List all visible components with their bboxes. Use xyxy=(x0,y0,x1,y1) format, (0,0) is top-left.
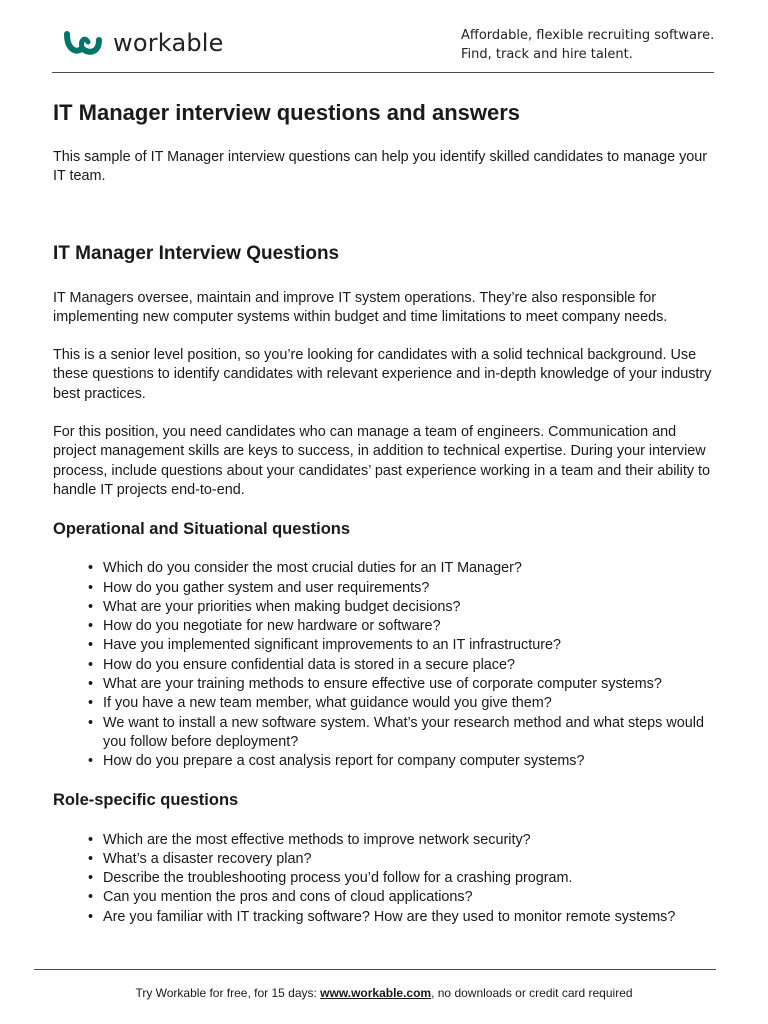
footer-divider xyxy=(34,969,716,970)
page-title: IT Manager interview questions and answers xyxy=(53,100,521,125)
header-divider xyxy=(52,72,714,73)
list-item-text: How do you prepare a cost analysis report for company computer systems? xyxy=(103,753,585,770)
list-item-text: What’s a disaster recovery plan? xyxy=(103,850,312,867)
list-item xyxy=(88,656,723,675)
list-item-text: How do you gather system and user requirements? xyxy=(103,579,430,596)
list-item xyxy=(88,888,723,907)
list-item xyxy=(88,617,723,636)
list-item xyxy=(88,869,723,888)
list-item xyxy=(88,831,723,850)
list-item xyxy=(88,694,723,713)
bullet: • xyxy=(88,753,94,770)
intro-paragraph: This sample of IT Manager interview questions can help you identify skilled candidates to manage your IT team. xyxy=(53,149,708,185)
role-specific-questions-list xyxy=(53,831,723,927)
list-item xyxy=(88,598,723,617)
list-item xyxy=(88,908,723,927)
bullet: • xyxy=(88,870,94,887)
list-item xyxy=(88,752,723,771)
bullet: • xyxy=(88,637,94,654)
list-item-text: What are your priorities when making budget decisions? xyxy=(103,598,461,615)
logo-text: workable xyxy=(113,29,224,57)
list-item xyxy=(88,636,723,655)
operational-questions-heading: Operational and Situational questions xyxy=(53,520,351,539)
footer-prefix: Try Workable for free, for 15 days: xyxy=(135,986,321,1000)
list-item-text: What are your training methods to ensure effective use of corporate computer systems? xyxy=(103,676,662,693)
paragraph: This is a senior level position, so you’re looking for candidates with a solid technical background. Use these questions to identify candidates with relevant experience and in-depth knowledge of your industry best practices. xyxy=(53,347,712,402)
document-body xyxy=(53,98,723,927)
bullet: • xyxy=(88,908,94,925)
workable-logo-icon xyxy=(63,26,109,60)
bullet: • xyxy=(88,656,94,673)
bullet: • xyxy=(88,676,94,693)
tagline-line-2: Find, track and hire talent. xyxy=(461,47,633,62)
tagline-line-1: Affordable, flexible recruiting software. xyxy=(461,28,715,43)
list-item-text: Are you familiar with IT tracking software? How are they used to monitor remote systems? xyxy=(103,908,676,925)
paragraph: For this position, you need candidates who can manage a team of engineers. Communication and project management skills are keys to success, in addition to technical expertise. During your interview process, include questions about your candidates’ past experience working in a team and their ability to handle IT projects end-to-end. xyxy=(53,424,711,498)
bullet: • xyxy=(88,714,94,731)
bullet: • xyxy=(88,579,94,596)
list-item-text: How do you negotiate for new hardware or software? xyxy=(103,618,441,635)
list-item-text: We want to install a new software system. What’s your research method and what steps would you follow before deployment? xyxy=(103,714,704,750)
list-item xyxy=(88,850,723,869)
bullet: • xyxy=(88,889,94,906)
list-item-text: Describe the troubleshooting process you’d follow for a crashing program. xyxy=(103,870,573,887)
list-item-text: Have you implemented significant improvements to an IT infrastructure? xyxy=(103,637,562,654)
list-item-text: If you have a new team member, what guidance would you give them? xyxy=(103,695,552,712)
page-footer xyxy=(0,986,768,1000)
tagline xyxy=(461,26,714,64)
list-item-text: Which are the most effective methods to improve network security? xyxy=(103,831,531,848)
bullet: • xyxy=(88,618,94,635)
list-item xyxy=(88,579,723,598)
bullet: • xyxy=(88,695,94,712)
operational-questions-list xyxy=(53,559,723,771)
bullet: • xyxy=(88,560,94,577)
list-item-text: Can you mention the pros and cons of cloud applications? xyxy=(103,889,473,906)
list-item-text: How do you ensure confidential data is stored in a secure place? xyxy=(103,656,515,673)
page-header xyxy=(0,0,768,74)
list-item-text: Which do you consider the most crucial duties for an IT Manager? xyxy=(103,560,522,577)
bullet: • xyxy=(88,850,94,867)
bullet: • xyxy=(88,598,94,615)
role-specific-questions-heading: Role-specific questions xyxy=(53,790,239,809)
section-heading: IT Manager Interview Questions xyxy=(53,242,340,264)
workable-logo[interactable] xyxy=(63,26,224,60)
workable-website-link[interactable]: www.workable.com xyxy=(320,986,432,1000)
list-item xyxy=(88,559,723,578)
paragraph: IT Managers oversee, maintain and improve IT system operations. They’re also responsible for implementing new computer systems within budget and time limitations to meet company needs. xyxy=(53,289,668,325)
list-item xyxy=(88,714,723,753)
list-item xyxy=(88,675,723,694)
footer-suffix: , no downloads or credit card required xyxy=(431,986,633,1000)
bullet: • xyxy=(88,831,94,848)
